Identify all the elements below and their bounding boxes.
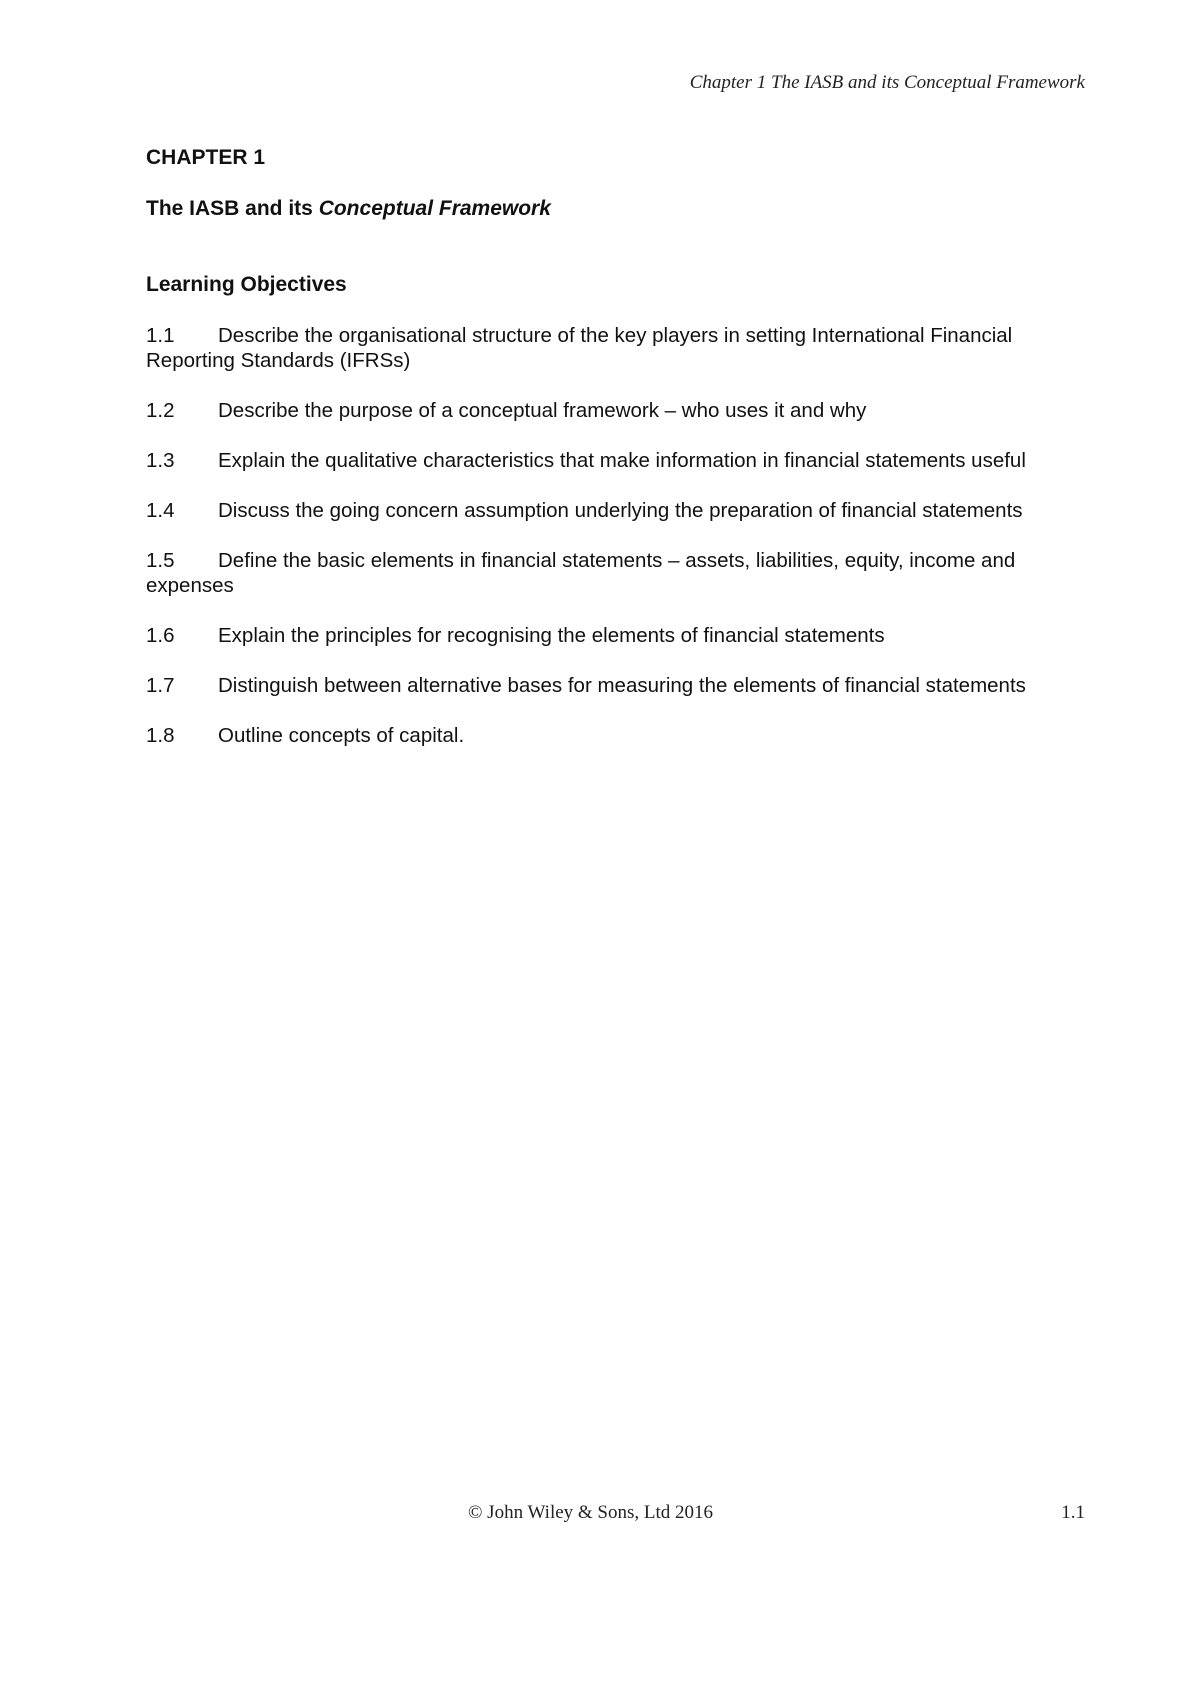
objective-number: 1.8 <box>146 724 175 747</box>
chapter-title <box>146 197 551 221</box>
objective-text: Explain the principles for recognising the elements of financial statements <box>218 624 885 647</box>
objective-item <box>146 398 1091 423</box>
objective-item <box>146 623 1091 648</box>
objective-text: Distinguish between alternative bases for measuring the elements of financial statements <box>218 674 1026 697</box>
objective-item <box>146 723 1091 748</box>
objective-item <box>146 498 1091 523</box>
objective-number: 1.5 <box>146 549 175 572</box>
running-header: Chapter 1 The IASB and its Conceptual Framework <box>689 72 1085 93</box>
chapter-title-emphasis: Conceptual Framework <box>318 197 551 220</box>
objective-item <box>146 673 1091 698</box>
objective-number: 1.1 <box>146 324 175 347</box>
learning-objectives-heading: Learning Objectives <box>146 273 347 296</box>
objective-number: 1.4 <box>146 499 175 522</box>
objective-text: Explain the qualitative characteristics that make information in financial statements useful <box>218 449 1026 472</box>
chapter-label: CHAPTER 1 <box>146 146 266 169</box>
objective-number: 1.2 <box>146 399 175 422</box>
objective-item <box>146 323 1091 373</box>
objective-number: 1.6 <box>146 624 175 647</box>
objective-text: Describe the purpose of a conceptual framework – who uses it and why <box>218 399 867 422</box>
chapter-title-prefix: The IASB and its <box>146 197 319 220</box>
footer-page-number: 1.1 <box>1061 1502 1085 1523</box>
objective-item <box>146 448 1091 473</box>
footer-copyright: © John Wiley & Sons, Ltd 2016 <box>468 1502 714 1523</box>
learning-objectives-list <box>146 323 1091 773</box>
objective-text: Outline concepts of capital. <box>218 724 465 747</box>
objective-text: Describe the organisational structure of the key players in setting International Financial Reporting Standards (IFRSs) <box>146 324 1013 372</box>
objective-item <box>146 548 1091 598</box>
objective-number: 1.3 <box>146 449 175 472</box>
objective-number: 1.7 <box>146 674 175 697</box>
objective-text: Define the basic elements in financial statements – assets, liabilities, equity, income and expenses <box>146 549 1016 597</box>
objective-text: Discuss the going concern assumption underlying the preparation of financial statements <box>218 499 1023 522</box>
